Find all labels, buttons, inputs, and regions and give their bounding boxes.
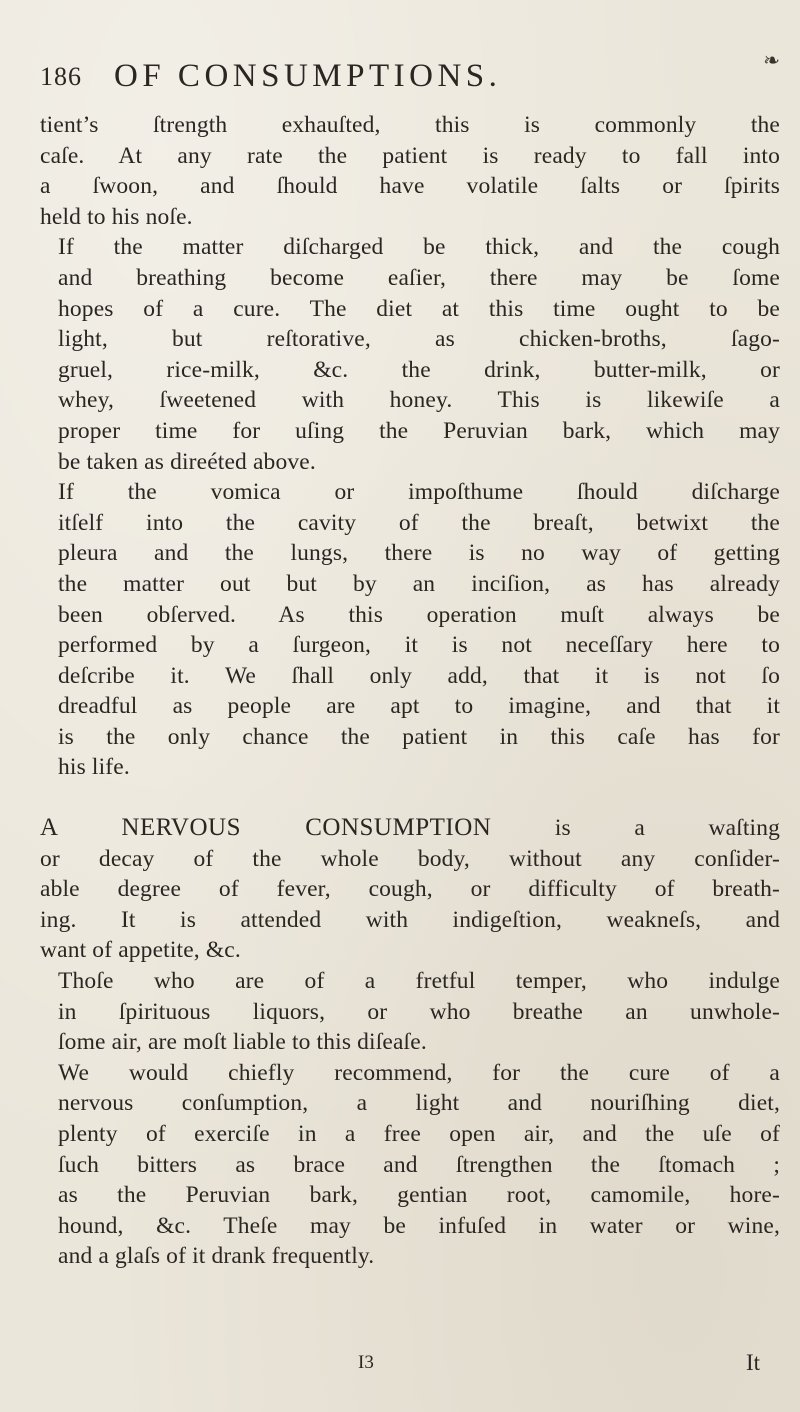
text-line: hound, &c. Theſe may be infuſed in water or wine, bbox=[58, 1212, 780, 1239]
text-line: If the matter diſcharged be thick, and the cough bbox=[58, 234, 780, 261]
page-footer bbox=[40, 1352, 780, 1384]
text-line: itſelf into the cavity of the breaſt, betwixt the bbox=[58, 509, 780, 536]
paragraph-nervous-consumption bbox=[40, 813, 780, 966]
paragraph-6 bbox=[40, 1058, 780, 1272]
text-line: dreadful as people are apt to imagine, and that it bbox=[58, 693, 780, 720]
text-line: been obſerved. As this operation muſt always be bbox=[58, 601, 780, 628]
text-line: the matter out but by an inciſion, as has already bbox=[58, 570, 780, 597]
text-line: a ſwoon, and ſhould have volatile ſalts or ſpirits bbox=[40, 173, 780, 200]
text-line: light, but reſtorative, as chicken-broths, ſago- bbox=[58, 326, 780, 353]
page-number: 186 bbox=[40, 62, 82, 91]
text-line: gruel, rice-milk, &c. the drink, butter-milk, or bbox=[58, 356, 780, 383]
text-line: his life. bbox=[58, 754, 130, 781]
text-line: able degree of fever, cough, or difficulty of breath- bbox=[40, 876, 780, 903]
paragraph-3 bbox=[40, 477, 780, 783]
text-line: plenty of exerciſe in a free open air, and the uſe of bbox=[58, 1121, 780, 1147]
text-line: proper time for uſing the Peruvian bark, which may bbox=[58, 417, 780, 444]
paragraph-2 bbox=[40, 232, 780, 477]
text-line: deſcribe it. We ſhall only add, that it is not ſo bbox=[58, 662, 780, 689]
text-line: We would chiefly recommend, for the cure of a bbox=[58, 1059, 780, 1086]
text-line: and a glaſs of it drank frequently. bbox=[58, 1243, 375, 1270]
paragraph-1 bbox=[40, 110, 780, 232]
text-line: Thoſe who are of a fretful temper, who indulge bbox=[58, 968, 780, 995]
text-line: be taken as direéted above. bbox=[58, 448, 316, 475]
text-line: in ſpirituous liquors, or who breathe an unwhole- bbox=[58, 998, 780, 1025]
text-line: ſome air, are moſt liable to this diſeaſe. bbox=[58, 1029, 427, 1056]
text-line: or decay of the whole body, without any conſider- bbox=[40, 845, 780, 872]
text-line: want of appetite, &c. bbox=[40, 937, 241, 964]
text-line: If the vomica or impoſthume ſhould diſcharge bbox=[58, 479, 780, 506]
text-line bbox=[40, 813, 780, 844]
text-line: as the Peruvian bark, gentian root, camomile, hore- bbox=[58, 1182, 780, 1209]
text-line: tient’s ſtrength exhauſted, this is commonly the bbox=[40, 112, 780, 138]
catchword: It bbox=[745, 1350, 760, 1375]
running-title: OF CONSUMPTIONS. bbox=[114, 58, 502, 94]
text-line: nervous conſumption, a light and nouriſhing diet, bbox=[58, 1090, 780, 1117]
signature-mark: I3 bbox=[358, 1352, 374, 1373]
text-line: held to his noſe. bbox=[40, 203, 193, 230]
text-line: and breathing become eaſier, there may be ſome bbox=[58, 264, 780, 291]
section-heading: A NERVOUS CONSUMPTION bbox=[40, 814, 492, 842]
text-line: performed by a ſurgeon, it is not neceſſary here to bbox=[58, 632, 780, 659]
text-line: whey, ſweetened with honey. This is likewiſe a bbox=[58, 387, 780, 414]
text-line: is the only chance the patient in this caſe has for bbox=[58, 723, 780, 750]
text-run: is a waſting bbox=[491, 815, 780, 842]
text-line: ing. It is attended with indigeſtion, weakneſs, and bbox=[40, 906, 780, 933]
text-line: caſe. At any rate the patient is ready to fall into bbox=[40, 142, 780, 169]
paragraph-5 bbox=[40, 966, 780, 1058]
text-line: ſuch bitters as brace and ſtrengthen the ſtomach ; bbox=[58, 1151, 780, 1178]
corner-mark-icon: ❧ bbox=[763, 48, 780, 72]
text-line: hopes of a cure. The diet at this time ought to be bbox=[58, 295, 780, 322]
page-header bbox=[40, 48, 780, 98]
text-line: pleura and the lungs, there is no way of getting bbox=[58, 540, 780, 567]
body-text bbox=[40, 110, 780, 1272]
